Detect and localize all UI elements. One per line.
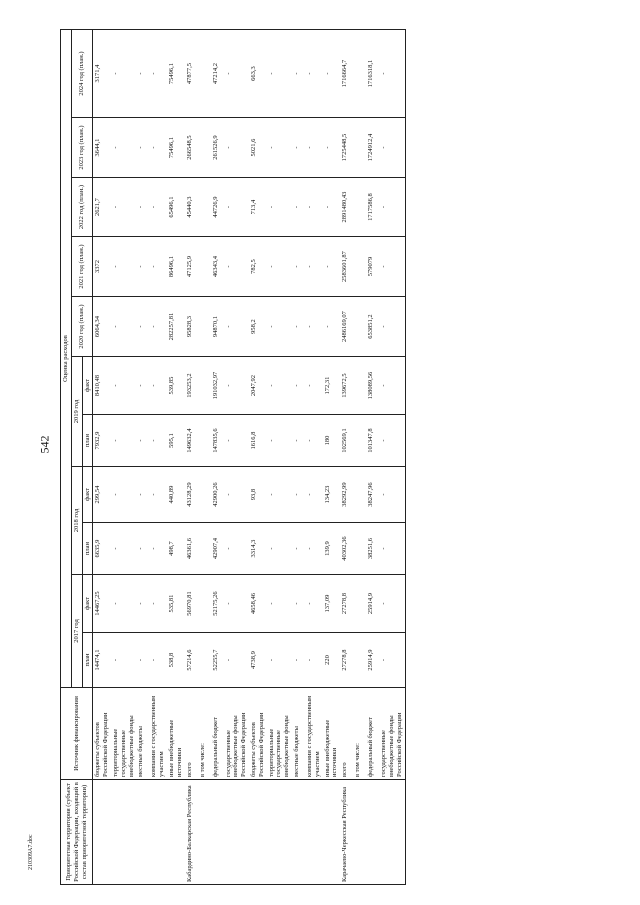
value-cell: - — [224, 297, 249, 357]
value-cell: - — [305, 523, 323, 575]
value-cell: - — [379, 237, 405, 297]
source-cell: местные бюджеты — [292, 688, 305, 780]
table-row — [267, 30, 292, 885]
value-cell: 1716664,7 — [340, 30, 353, 118]
value-cell: 440,89 — [167, 467, 185, 523]
value-cell: 3644,1 — [93, 118, 111, 178]
table-row — [340, 30, 353, 885]
header-2022: 2022 год (план.) — [71, 178, 93, 237]
territory-cell: Кабардино-Балкарская Республика — [185, 780, 198, 885]
value-cell: - — [292, 467, 305, 523]
value-cell: 46343,4 — [211, 237, 224, 297]
value-cell: - — [111, 297, 136, 357]
table-row — [185, 30, 198, 885]
value-cell: - — [149, 30, 167, 118]
header-plan: план — [82, 523, 93, 575]
value-cell: - — [136, 357, 149, 415]
value-cell: - — [323, 297, 341, 357]
territory-cell — [149, 780, 167, 885]
territory-cell — [111, 780, 136, 885]
territory-cell — [353, 780, 366, 885]
header-2020: 2020 год (план.) — [71, 297, 93, 357]
value-cell: - — [224, 178, 249, 237]
table-row — [292, 30, 305, 885]
value-cell — [353, 357, 366, 415]
value-cell: 180 — [323, 415, 341, 467]
table-row — [224, 30, 249, 885]
value-cell — [353, 297, 366, 357]
value-cell: - — [149, 178, 167, 237]
value-cell: 191032,97 — [211, 357, 224, 415]
value-cell: 266548,5 — [185, 118, 198, 178]
table-row — [305, 30, 323, 885]
value-cell: - — [224, 118, 249, 178]
value-cell: - — [149, 467, 167, 523]
value-cell: - — [136, 633, 149, 688]
header-fact: факт — [82, 467, 93, 523]
value-cell: - — [267, 467, 292, 523]
value-cell: 42907,4 — [211, 523, 224, 575]
value-cell: - — [379, 467, 405, 523]
territory-cell — [323, 780, 341, 885]
value-cell: - — [379, 415, 405, 467]
value-cell: 47877,5 — [185, 30, 198, 118]
value-cell: - — [149, 357, 167, 415]
value-cell: - — [292, 118, 305, 178]
value-cell: 5021,6 — [249, 118, 267, 178]
value-cell: 538,8 — [167, 633, 185, 688]
source-cell: бюджеты субъектов Российской Федерации — [93, 688, 111, 780]
table-row — [366, 30, 379, 885]
value-cell: - — [149, 633, 167, 688]
value-cell: - — [305, 357, 323, 415]
value-cell: - — [136, 575, 149, 633]
value-cell: - — [149, 237, 167, 297]
value-cell: - — [379, 633, 405, 688]
value-cell — [353, 30, 366, 118]
value-cell: - — [136, 415, 149, 467]
territory-cell — [211, 780, 224, 885]
value-cell: 139,9 — [323, 523, 341, 575]
territory-cell — [305, 780, 323, 885]
territory-cell — [366, 780, 379, 885]
value-cell: 3314,3 — [249, 523, 267, 575]
value-cell: 102569,1 — [340, 415, 353, 467]
territory-cell — [292, 780, 305, 885]
value-cell: 65496,1 — [167, 178, 185, 237]
value-cell: - — [149, 297, 167, 357]
value-cell: - — [305, 30, 323, 118]
value-cell: - — [267, 118, 292, 178]
value-cell — [198, 633, 211, 688]
value-cell: - — [224, 415, 249, 467]
value-cell: - — [379, 297, 405, 357]
source-cell: в том числе: — [198, 688, 211, 780]
value-cell: - — [267, 415, 292, 467]
page-number: 542 — [37, 435, 52, 454]
value-cell — [198, 30, 211, 118]
value-cell: - — [136, 30, 149, 118]
value-cell: - — [224, 237, 249, 297]
value-cell: - — [267, 357, 292, 415]
document-filename: 210309A7.doc — [28, 834, 34, 870]
value-cell: - — [305, 467, 323, 523]
value-cell: - — [149, 415, 167, 467]
value-cell: 101347,8 — [366, 415, 379, 467]
value-cell — [353, 633, 366, 688]
value-cell: 6635,9 — [93, 523, 111, 575]
value-cell: - — [267, 178, 292, 237]
value-cell: 38251,6 — [366, 523, 379, 575]
table-row — [136, 30, 149, 885]
value-cell: 299,54 — [93, 467, 111, 523]
value-cell: - — [224, 467, 249, 523]
value-cell: - — [224, 523, 249, 575]
value-cell — [198, 297, 211, 357]
header-2018: 2018 год — [71, 467, 82, 575]
header-source: Источник финансирования — [61, 688, 93, 780]
value-cell: - — [379, 118, 405, 178]
value-cell: - — [111, 178, 136, 237]
value-cell: - — [136, 297, 149, 357]
value-cell: 7932,9 — [93, 415, 111, 467]
value-cell: - — [323, 178, 341, 237]
value-cell: 137,09 — [323, 575, 341, 633]
value-cell: - — [379, 30, 405, 118]
source-cell: государственные внебюджетные фонды Российской Федерации — [224, 688, 249, 780]
source-cell: местные бюджеты — [136, 688, 149, 780]
source-cell: территориальные государственные внебюджетные фонды — [111, 688, 136, 780]
territory-cell — [224, 780, 249, 885]
table-row — [167, 30, 185, 885]
value-cell: 4658,46 — [249, 575, 267, 633]
table-row — [353, 30, 366, 885]
value-cell: 3171,4 — [93, 30, 111, 118]
value-cell: - — [305, 415, 323, 467]
header-plan: план — [82, 633, 93, 688]
header-estimate: Оценка расходов — [61, 30, 72, 688]
table-header — [61, 30, 93, 885]
value-cell: 86496,1 — [167, 237, 185, 297]
value-cell: - — [224, 357, 249, 415]
source-cell: территориальные государственные внебюджетные фонды — [267, 688, 292, 780]
value-cell: - — [292, 523, 305, 575]
value-cell — [353, 467, 366, 523]
source-cell: федеральный бюджет — [211, 688, 224, 780]
value-cell: - — [305, 297, 323, 357]
table-row — [211, 30, 224, 885]
table-row — [149, 30, 167, 885]
value-cell: 95828,3 — [185, 297, 198, 357]
value-cell: 663,3 — [249, 30, 267, 118]
header-2019: 2019 год — [71, 357, 82, 467]
value-cell: 56970,81 — [185, 575, 198, 633]
value-cell: 93,8 — [249, 467, 267, 523]
value-cell: 535,81 — [167, 575, 185, 633]
header-2017: 2017 год — [71, 575, 82, 688]
value-cell: - — [267, 30, 292, 118]
value-cell: 27278,8 — [340, 633, 353, 688]
territory-cell: Карачаево-Черкесская Республика — [340, 780, 353, 885]
value-cell: - — [323, 237, 341, 297]
value-cell: 45440,3 — [185, 178, 198, 237]
territory-cell — [167, 780, 185, 885]
value-cell: 25914,9 — [366, 575, 379, 633]
value-cell: 782,5 — [249, 237, 267, 297]
table-body — [93, 30, 405, 885]
value-cell: - — [379, 523, 405, 575]
value-cell: 94870,1 — [211, 297, 224, 357]
value-cell: 498,7 — [167, 523, 185, 575]
value-cell: 2891480,43 — [340, 178, 353, 237]
value-cell — [198, 523, 211, 575]
value-cell: 3372 — [93, 237, 111, 297]
value-cell: - — [149, 575, 167, 633]
value-cell: 579079 — [366, 237, 379, 297]
value-cell: - — [379, 178, 405, 237]
value-cell: - — [136, 237, 149, 297]
value-cell: - — [305, 237, 323, 297]
value-cell: 6064,34 — [93, 297, 111, 357]
territory-cell — [198, 780, 211, 885]
header-territory: Приоритетная территория (субъект Российской Федерации, входящий в состав приоритетной территории) — [61, 780, 93, 885]
value-cell: - — [292, 178, 305, 237]
value-cell: 1725448,5 — [340, 118, 353, 178]
value-cell: 1724912,4 — [366, 118, 379, 178]
value-cell — [198, 575, 211, 633]
value-cell: - — [111, 523, 136, 575]
value-cell: 138089,56 — [366, 357, 379, 415]
value-cell: 261526,9 — [211, 118, 224, 178]
value-cell: 220 — [323, 633, 341, 688]
value-cell: 2047,92 — [249, 357, 267, 415]
value-cell — [198, 178, 211, 237]
value-cell: 539,85 — [167, 357, 185, 415]
value-cell — [353, 523, 366, 575]
header-fact: факт — [82, 575, 93, 633]
value-cell: - — [111, 237, 136, 297]
expenditure-table — [60, 29, 406, 885]
value-cell: - — [111, 118, 136, 178]
source-cell: в том числе: — [353, 688, 366, 780]
value-cell: - — [292, 575, 305, 633]
value-cell: 14474,1 — [93, 633, 111, 688]
value-cell: 47125,9 — [185, 237, 198, 297]
value-cell — [353, 237, 366, 297]
value-cell: 653851,2 — [366, 297, 379, 357]
table-row — [379, 30, 405, 885]
value-cell: - — [224, 575, 249, 633]
header-2024: 2024 год (план.) — [71, 30, 93, 118]
value-cell: 38247,96 — [366, 467, 379, 523]
value-cell: 1717586,8 — [366, 178, 379, 237]
value-cell: 2621,7 — [93, 178, 111, 237]
value-cell: - — [267, 237, 292, 297]
value-cell: 42900,26 — [211, 467, 224, 523]
source-cell: бюджеты субъектов Российской Федерации — [249, 688, 267, 780]
value-cell — [198, 357, 211, 415]
value-cell: 1616,8 — [249, 415, 267, 467]
value-cell: - — [305, 118, 323, 178]
value-cell: 139672,5 — [340, 357, 353, 415]
value-cell: 44726,9 — [211, 178, 224, 237]
value-cell: - — [379, 357, 405, 415]
table-row — [111, 30, 136, 885]
header-plan: план — [82, 415, 93, 467]
value-cell: - — [292, 357, 305, 415]
value-cell: 27278,8 — [340, 575, 353, 633]
table-row — [249, 30, 267, 885]
value-cell: - — [111, 575, 136, 633]
value-cell — [353, 575, 366, 633]
source-cell: государственные внебюджетные фонды Российской Федерации — [379, 688, 405, 780]
source-cell: компании с государственным участием — [149, 688, 167, 780]
value-cell: 595,1 — [167, 415, 185, 467]
table-row — [198, 30, 211, 885]
rotated-table-region — [60, 30, 620, 885]
value-cell: 75496,1 — [167, 118, 185, 178]
value-cell: - — [292, 633, 305, 688]
value-cell: 57214,6 — [185, 633, 198, 688]
value-cell: - — [305, 633, 323, 688]
value-cell: - — [292, 415, 305, 467]
value-cell: - — [267, 297, 292, 357]
value-cell: - — [136, 467, 149, 523]
value-cell: - — [267, 575, 292, 633]
value-cell: 958,2 — [249, 297, 267, 357]
value-cell: - — [136, 118, 149, 178]
territory-cell — [379, 780, 405, 885]
value-cell: 149632,4 — [185, 415, 198, 467]
value-cell: 75496,1 — [167, 30, 185, 118]
value-cell — [198, 467, 211, 523]
value-cell: - — [323, 118, 341, 178]
value-cell: 134,23 — [323, 467, 341, 523]
value-cell: - — [149, 118, 167, 178]
value-cell: 47214,2 — [211, 30, 224, 118]
value-cell — [198, 118, 211, 178]
value-cell: 147835,6 — [211, 415, 224, 467]
value-cell: - — [111, 467, 136, 523]
territory-cell — [267, 780, 292, 885]
value-cell: - — [149, 523, 167, 575]
source-cell: иные внебюджетные источники — [323, 688, 341, 780]
table-row — [323, 30, 341, 885]
source-cell: иные внебюджетные источники — [167, 688, 185, 780]
value-cell: 4738,9 — [249, 633, 267, 688]
value-cell: - — [111, 633, 136, 688]
source-cell: компании с государственным участием — [305, 688, 323, 780]
territory-cell — [93, 780, 111, 885]
value-cell: - — [267, 633, 292, 688]
value-cell: - — [136, 178, 149, 237]
table-row — [93, 30, 111, 885]
value-cell: 38292,99 — [340, 467, 353, 523]
value-cell: - — [111, 357, 136, 415]
value-cell: 25914,9 — [366, 633, 379, 688]
source-cell: федеральный бюджет — [366, 688, 379, 780]
value-cell: 52175,26 — [211, 575, 224, 633]
value-cell: - — [224, 30, 249, 118]
header-2023: 2023 год (план.) — [71, 118, 93, 178]
header-fact: факт — [82, 357, 93, 415]
value-cell: - — [292, 297, 305, 357]
value-cell: - — [111, 415, 136, 467]
value-cell: 40302,36 — [340, 523, 353, 575]
value-cell: - — [305, 178, 323, 237]
source-cell: всего — [185, 688, 198, 780]
value-cell: - — [267, 523, 292, 575]
value-cell: - — [379, 575, 405, 633]
source-cell: всего — [340, 688, 353, 780]
value-cell: 172,31 — [323, 357, 341, 415]
value-cell — [353, 178, 366, 237]
header-2021: 2021 год (план.) — [71, 237, 93, 297]
value-cell: - — [292, 30, 305, 118]
value-cell: - — [111, 30, 136, 118]
value-cell: - — [292, 237, 305, 297]
value-cell — [353, 415, 366, 467]
value-cell — [198, 415, 211, 467]
value-cell: 14467,25 — [93, 575, 111, 633]
value-cell: 46361,6 — [185, 523, 198, 575]
value-cell: 1716318,1 — [366, 30, 379, 118]
value-cell: 193253,2 — [185, 357, 198, 415]
territory-cell — [136, 780, 149, 885]
territory-cell — [249, 780, 267, 885]
value-cell — [353, 118, 366, 178]
value-cell: - — [305, 575, 323, 633]
value-cell: - — [224, 633, 249, 688]
value-cell: 43128,29 — [185, 467, 198, 523]
value-cell: - — [323, 30, 341, 118]
value-cell: 2583601,87 — [340, 237, 353, 297]
value-cell: 282257,81 — [167, 297, 185, 357]
value-cell: - — [136, 523, 149, 575]
value-cell — [198, 237, 211, 297]
value-cell: 8410,48 — [93, 357, 111, 415]
value-cell: 2486169,07 — [340, 297, 353, 357]
value-cell: 52255,7 — [211, 633, 224, 688]
value-cell: 713,4 — [249, 178, 267, 237]
